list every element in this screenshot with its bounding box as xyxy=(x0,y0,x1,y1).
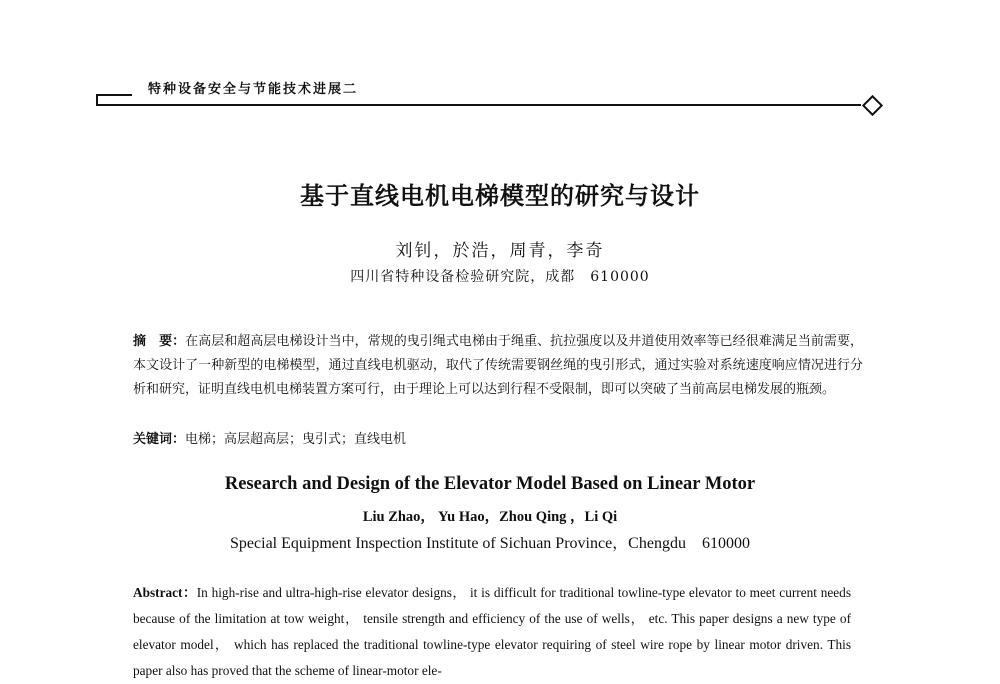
diamond-icon xyxy=(862,95,883,116)
paper-title-en: Research and Design of the Elevator Model Based on Linear Motor xyxy=(224,474,756,494)
keywords-cn-text: 电梯；高层超高层；曳引式；直线电机 xyxy=(185,432,407,447)
keywords-cn-label: 关键词： xyxy=(133,432,186,447)
header-rule xyxy=(96,104,861,106)
series-title: 特种设备安全与节能技术进展二 xyxy=(148,82,359,97)
paper-title-cn: 基于直线电机电梯模型的研究与设计 xyxy=(300,182,700,210)
abstract-en xyxy=(133,580,851,684)
header-rule-left xyxy=(96,94,132,96)
abstract-cn-label: 摘 要： xyxy=(133,334,186,349)
abstract-en-text: In high-rise and ultra-high-rise elevator designs， it is difficult for traditional towline-type elevator to meet current needs because of the limitation at tow weight， tensile strength and efficiency of the use of wells， etc. This paper designs a new type of elevator model， which has replaced the traditional towline-type elevator requiring of steel wire rope by linear motor driven. This paper also has proved that the scheme of linear-motor ele- xyxy=(133,585,852,678)
authors-cn: 刘钊，於浩，周青，李奇 xyxy=(395,241,605,261)
abstract-cn-text: 在高层和超高层电梯设计当中，常规的曳引绳式电梯由于绳重、抗拉强度以及井道使用效率等已经很难满足当前需要，本文设计了一种新型的电梯模型，通过直线电机驱动，取代了传统需要钢丝绳的曳引形式，通过实验对系统速度响应情况进行分析和研究，证明直线电机电梯装置方案可行，由于理论上可以达到行程不受限制，即可以突破了当前高层电梯发展的瓶颈。 xyxy=(133,334,863,397)
authors-en: Liu Zhao， Yu Hao，Zhou Qing ，Li Qi xyxy=(362,509,618,525)
affiliation-en: Special Equipment Inspection Institute of Sichuan Province，Chengdu 610000 xyxy=(230,535,750,552)
abstract-en-label: Abstract： xyxy=(133,585,197,600)
running-header xyxy=(96,72,886,112)
keywords-cn xyxy=(133,428,863,452)
affiliation-cn: 四川省特种设备检验研究院，成都 610000 xyxy=(350,269,650,285)
abstract-cn xyxy=(133,330,863,402)
